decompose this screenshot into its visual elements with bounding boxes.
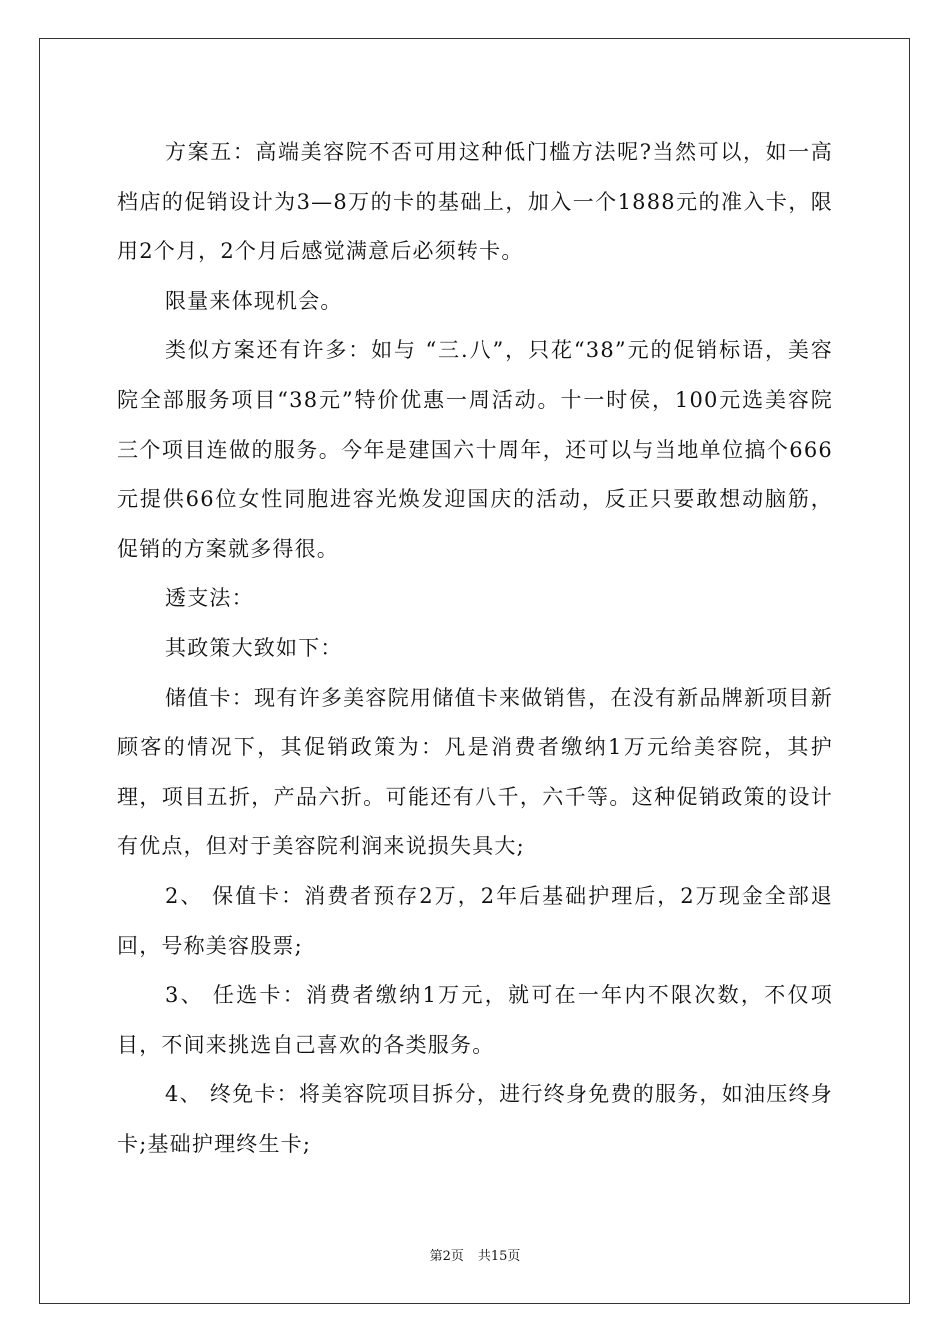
paragraph-policy-intro: 其政策大致如下： [165,635,343,660]
paragraph-value-guarantee-card: 2、 保值卡：消费者预存2万，2年后基础护理后，2万现金全部退回，号称美容股票; [117,883,833,958]
document-body [117,128,833,1169]
page-number: 第2页 [429,1249,464,1264]
paragraph-overdraft-method: 透支法： [165,586,254,611]
paragraph-optional-card: 3、 任选卡：消费者缴纳1万元，就可在一年内不限次数，不仅项目，不间来挑选自己喜欢的各类服务。 [117,983,833,1057]
paragraph-similar-plans: 类似方案还有许多：如与 “三.八”，只花“38”元的促销标语，美容院全部服务项目“38元”特价优惠一周活动。十一时侯，100元选美容院三个项目连做的服务。今年是建国六十周年，还可以与当地单位搞个666元提供66位女性同胞进容光焕发迎国庆的活动，反正只要敢想动脑筋，促销的方案就多得很。 [117,338,833,561]
total-pages: 共15页 [477,1249,521,1264]
paragraph-stored-value-card: 储值卡：现有许多美容院用储值卡来做销售，在没有新品牌新项目新顾客的情况下，其促销政策为：凡是消费者缴纳1万元给美容院，其护理，项目五折，产品六折。可能还有八千，六千等。这种促销政策的设计有优点，但对于美容院利润来说损失具大; [117,685,833,859]
paragraph-lifetime-free-card: 4、 终免卡：将美容院项目拆分，进行终身免费的服务，如油压终身卡;基础护理终生卡; [117,1082,833,1156]
paragraph-limited-quantity: 限量来体现机会。 [165,288,343,313]
paragraph-plan-five: 方案五：高端美容院不否可用这种低门槛方法呢?当然可以，如一高档店的促销设计为3—8万的卡的基础上，加入一个1888元的准入卡，限用2个月，2个月后感觉满意后必须转卡。 [117,140,833,264]
page-footer [0,1249,950,1265]
